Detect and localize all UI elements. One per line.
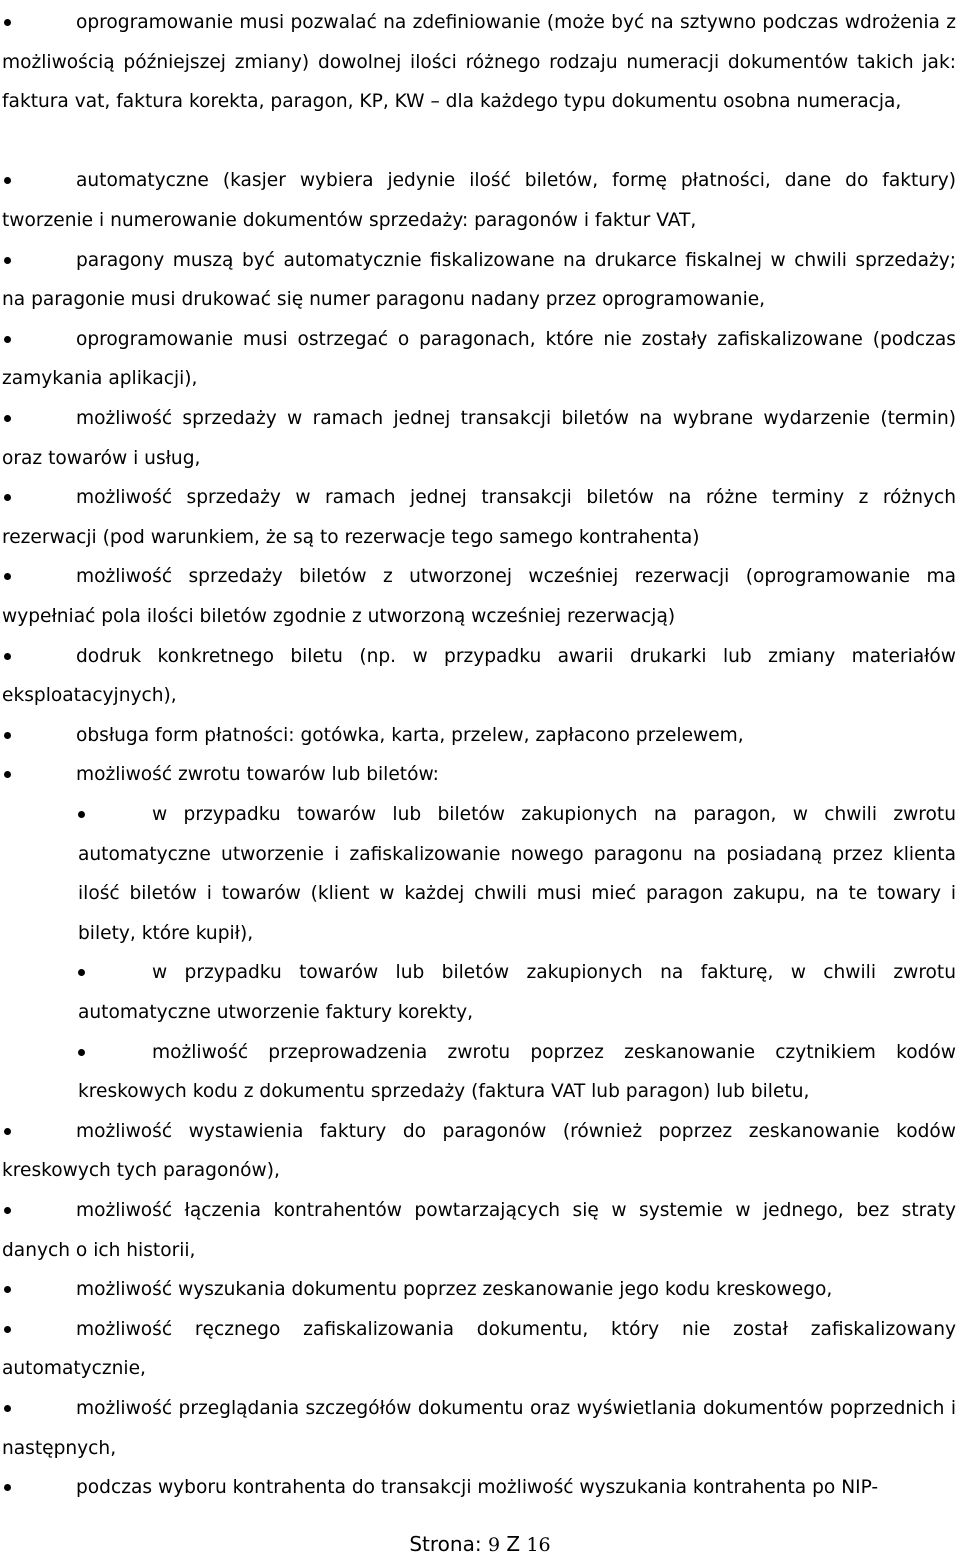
list-item xyxy=(2,637,956,716)
sub-list-item xyxy=(78,795,956,953)
bullet-spacer xyxy=(2,740,76,741)
list-item-text: paragony muszą być automatycznie fiskalizowane na drukarce fiskalnej w chwili sprzedaży; na paragonie musi drukować się numer paragonu nadany przez oprogramowanie, xyxy=(2,249,956,311)
list-item xyxy=(2,1270,956,1310)
list-item xyxy=(2,478,956,557)
list-item xyxy=(2,399,956,478)
bullet-icon xyxy=(4,1326,11,1333)
list-item xyxy=(2,241,956,320)
current-page-number: 9 xyxy=(487,1534,501,1556)
bullet-spacer xyxy=(2,1215,76,1216)
list-item-text: oprogramowanie musi pozwalać na zdefiniowanie (może być na sztywno podczas wdrożenia z możliwością późniejszej zmiany) dowolnej ilości różnego rodzaju numeracji dokumentów takich jak: faktura vat, faktura korekta, paragon, KP, KW – dla każdego typu dokumentu osobna numeracja, xyxy=(2,12,956,113)
list-item-text: możliwość sprzedaży biletów z utworzonej wcześniej rezerwacji (oprogramowanie ma wypełniać pola ilości biletów zgodnie z utworzoną wcześniej rezerwacją) xyxy=(2,566,956,627)
bullet-spacer xyxy=(2,779,76,780)
list-item-text: automatyczne (kasjer wybiera jedynie ilość biletów, formę płatności, dane do faktury) tworzenie i numerowanie dokumentów sprzedaży: paragonów i faktur VAT, xyxy=(2,170,956,231)
sub-list-item xyxy=(78,1033,956,1112)
sub-list-item xyxy=(78,953,956,1032)
bullet-spacer xyxy=(2,581,76,582)
bullet-spacer xyxy=(2,1294,76,1295)
list-item xyxy=(2,3,956,122)
list-item xyxy=(2,1112,956,1191)
list-item-text: możliwość ręcznego zafiskalizowania dokumentu, który nie został zafiskalizowany automatycznie, xyxy=(2,1318,956,1380)
list-item-text: oprogramowanie musi ostrzegać o paragonach, które nie zostały zafiskalizowane (podczas zamykania aplikacji), xyxy=(2,328,956,390)
page-footer xyxy=(0,1532,960,1557)
bullet-spacer xyxy=(2,1413,76,1414)
list-item-text: możliwość wyszukania dokumentu poprzez zeskanowanie jego kodu kreskowego, xyxy=(76,1279,833,1301)
bullet-icon xyxy=(78,1049,85,1056)
list-item xyxy=(2,1310,956,1389)
bullet-spacer xyxy=(78,819,152,820)
bullet-icon xyxy=(78,811,85,818)
bullet-icon xyxy=(4,19,11,26)
bullet-spacer xyxy=(2,27,76,28)
bullet-spacer xyxy=(78,1057,152,1058)
list-item-text: możliwość sprzedaży w ramach jednej transakcji biletów na różne terminy z różnych rezerwacji (pod warunkiem, że są to rezerwacje tego samego kontrahenta) xyxy=(2,487,956,548)
bullet-icon xyxy=(4,257,11,264)
list-item-text: możliwość zwrotu towarów lub biletów: xyxy=(76,764,439,786)
list-item xyxy=(2,1389,956,1468)
list-item-text: obsługa form płatności: gotówka, karta, przelew, zapłacono przelewem, xyxy=(76,724,744,746)
total-page-count: 16 xyxy=(526,1534,551,1556)
bullet-spacer xyxy=(2,1492,76,1493)
list-item-text: w przypadku towarów lub biletów zakupionych na fakturę, w chwili zwrotu automatyczne utworzenie faktury korekty, xyxy=(78,962,956,1023)
list-item-text: możliwość łączenia kontrahentów powtarzających się w systemie w jednego, bez straty danych o ich historii, xyxy=(2,1200,956,1261)
bullet-icon xyxy=(4,1405,11,1412)
bullet-spacer xyxy=(2,185,76,186)
bullet-icon xyxy=(4,1207,11,1214)
bullet-spacer xyxy=(2,265,76,266)
list-item-text: możliwość wystawienia faktury do paragonów (również poprzez zeskanowanie kodów kreskowych tych paragonów), xyxy=(2,1120,956,1182)
bullet-icon xyxy=(4,732,11,739)
list-item-text: możliwość przeglądania szczegółów dokumentu oraz wyświetlania dokumentów poprzednich i następnych, xyxy=(2,1398,956,1459)
bullet-spacer xyxy=(2,661,76,662)
list-item-text: podczas wyboru kontrahenta do transakcji możliwość wyszukania kontrahenta po NIP- xyxy=(76,1477,879,1499)
list-item xyxy=(2,557,956,636)
list-item xyxy=(2,161,956,240)
list-item-text: dodruk konkretnego biletu (np. w przypadku awarii drukarki lub zmiany materiałów eksploatacyjnych), xyxy=(2,645,956,707)
bullet-icon xyxy=(4,1128,11,1135)
bullet-spacer xyxy=(2,423,76,424)
bullet-spacer xyxy=(2,502,76,503)
list-item-text: w przypadku towarów lub biletów zakupionych na paragon, w chwili zwrotu automatyczne utworzenie i zafiskalizowanie nowego paragonu na posiadaną przez klienta ilość biletów i towarów (klient w każdej chwili musi mieć paragon zakupu, na te towary i bilety, które kupił), xyxy=(78,804,956,944)
list-item xyxy=(2,1468,956,1508)
list-item-text: możliwość sprzedaży w ramach jednej transakcji biletów na wybrane wydarzenie (termin) oraz towarów i usług, xyxy=(2,408,956,469)
list-item xyxy=(2,716,956,756)
list-item-text: możliwość przeprowadzenia zwrotu poprzez zeskanowanie czytnikiem kodów kreskowych kodu z dokumentu sprzedaży (faktura VAT lub paragon) lub biletu, xyxy=(78,1041,956,1103)
footer-label: Strona: xyxy=(409,1532,482,1556)
footer-of: Z xyxy=(506,1532,521,1556)
bullet-icon xyxy=(4,336,11,343)
bullet-spacer xyxy=(2,344,76,345)
list-item xyxy=(2,320,956,399)
bullet-spacer xyxy=(2,1136,76,1137)
bullet-icon xyxy=(4,653,11,660)
bullet-icon xyxy=(4,415,11,422)
bullet-spacer xyxy=(2,1334,76,1335)
bullet-spacer xyxy=(78,977,152,978)
list-item xyxy=(2,755,956,795)
list-item xyxy=(2,1191,956,1270)
